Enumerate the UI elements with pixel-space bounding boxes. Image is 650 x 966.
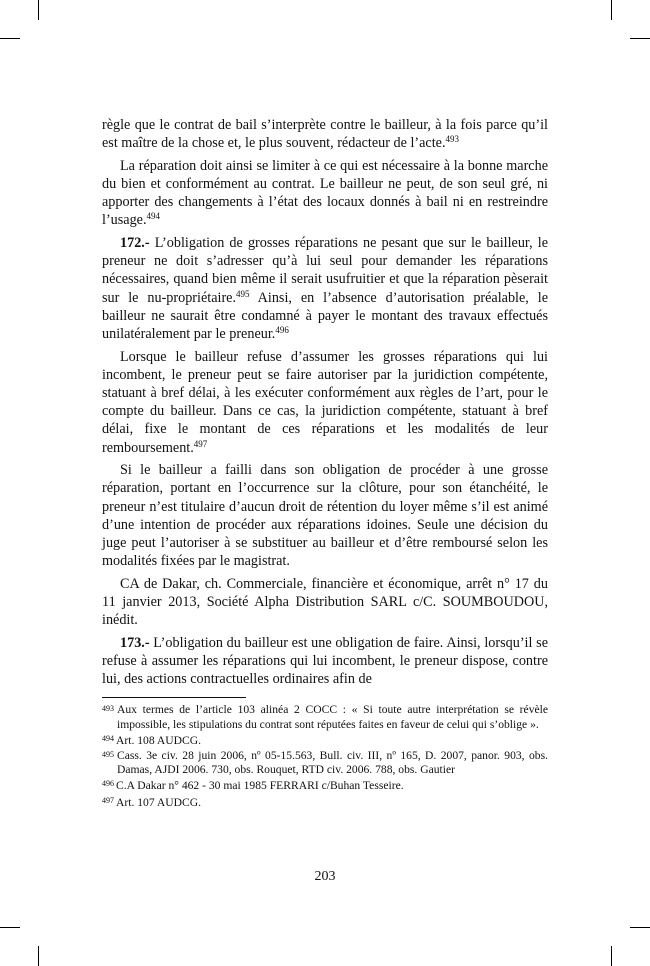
crop-mark-bottom-right-h — [630, 927, 650, 928]
paragraph-text: règle que le contrat de bail s’interprète contre le bailleur, à la fois parce qu’il est maître de la chose et, le plus souvent, rédacteur de l’acte. — [102, 117, 548, 152]
paragraph-text: La réparation doit ainsi se limiter à ce qui est nécessaire à la bonne marche du bien et conformément au contrat. Le bailleur ne peut, de son seul gré, ni apporter des changements à l’état des locaux donnés à bail ni en restreindre l’usage. — [102, 157, 548, 229]
paragraph — [102, 116, 548, 152]
crop-mark-top-right-v — [611, 0, 612, 20]
page-number: 203 — [314, 869, 336, 884]
footnote-reference: 496 — [275, 325, 289, 336]
paragraph-text: Ainsi, en l’absence d’autorisation préalable, le bailleur ne saurait être condamné à payer le montant des travaux effectués unilatéralement par le preneur. — [102, 289, 548, 343]
footnote-reference: 497 — [193, 438, 208, 449]
footnote-number: 497 — [102, 795, 114, 805]
footnote — [102, 749, 548, 778]
footnote-number: 495 — [102, 749, 114, 759]
footnote-number: 493 — [102, 704, 114, 714]
footnote-number: 494 — [102, 734, 114, 744]
footnote-reference: 495 — [236, 288, 250, 299]
paragraph — [102, 575, 548, 630]
section-number: 172.- — [120, 235, 150, 251]
footnotes — [102, 703, 548, 810]
footnote-reference: 493 — [445, 134, 460, 145]
footnote-text: Art. 107 AUDCG. — [116, 795, 202, 809]
crop-mark-bottom-left-v — [38, 946, 39, 966]
footnote-text: Art. 108 AUDCG. — [116, 734, 202, 748]
page-body — [102, 116, 548, 810]
paragraph-text: L’obligation du bailleur est une obligation de faire. Ainsi, lorsqu’il se refuse à assumer les réparations qui lui incombent, le preneur dispose, contre lui, des actions contractuelles ordinaires afin de — [102, 634, 548, 688]
footnote-text: C.A Dakar n° 462 - 30 mai 1985 FERRARI c/Buhan Tesseire. — [116, 779, 404, 793]
footnote — [102, 732, 548, 748]
paragraph — [102, 634, 548, 689]
footnote-number: 496 — [102, 779, 114, 789]
paragraph-text: L’obligation de grosses réparations ne pesant que sur le bailleur, le preneur ne doit s’adresser qu’à lui seul pour demander les réparations nécessaires, quand bien même il serait usufruitier et que la réparation pèserait sur le nu-propriétaire. — [102, 235, 548, 306]
body-text — [102, 116, 548, 688]
crop-mark-bottom-left-h — [0, 927, 20, 928]
section-number: 173.- — [120, 634, 150, 651]
paragraph — [102, 461, 548, 570]
crop-mark-bottom-right-v — [611, 946, 612, 966]
footnote — [102, 703, 548, 732]
paragraph — [102, 234, 548, 343]
paragraph-text: Lorsque le bailleur refuse d’assumer les grosses réparations qui lui incombent, le preneur peut se faire autoriser par la juridiction compétente, statuant à bref délai, à les exécuter conformément aux règles de l’art, pour le compte du bailleur. Dans ce cas, la juridiction compétente, statuant à bref délai, fixe le montant de ces réparations et les modalités de leur remboursement. — [102, 348, 548, 456]
footnote — [102, 777, 548, 793]
footnote-reference: 494 — [146, 211, 161, 222]
crop-mark-top-right-h — [630, 38, 650, 39]
footnote-text: Aux termes de l’article 103 alinéa 2 COCC : « Si toute autre interprétation se révèle impossible, les stipulations du contrat sont réputées faites en faveur de celui qui s’oblige ». — [117, 703, 548, 731]
paragraph-text: Si le bailleur a failli dans son obligation de procéder à une grosse réparation, portant en l’occurrence sur la clôture, pour son étanchéité, le preneur n’est titulaire d’aucun droit de rétention du loyer même s’il est animé d’une intention de procéder aux réparations idoines. Seule une décision du juge peut l’autoriser à se substituer au bailleur et d’être remboursé selon les modalités fixées par le magistrat. — [102, 462, 548, 570]
footnote — [102, 794, 548, 810]
paragraph-text: CA de Dakar, ch. Commerciale, financière et économique, arrêt n° 17 du 11 janvier 2013, Société Alpha Distribution SARL c/C. SOUMBOUDOU, inédit. — [102, 575, 548, 629]
paragraph — [102, 157, 548, 230]
crop-mark-top-left-v — [38, 0, 39, 20]
paragraph — [102, 348, 548, 457]
crop-mark-top-left-h — [0, 38, 20, 39]
footnote-text: Cass. 3e civ. 28 juin 2006, nº 05-15.563, Bull. civ. III, nº 165, D. 2007, panor. 903, obs. Damas, AJDI 2006. 730, obs. Rouquet, RTD civ. 2006. 788, obs. Gautier — [117, 748, 548, 777]
footnote-separator — [102, 697, 246, 698]
